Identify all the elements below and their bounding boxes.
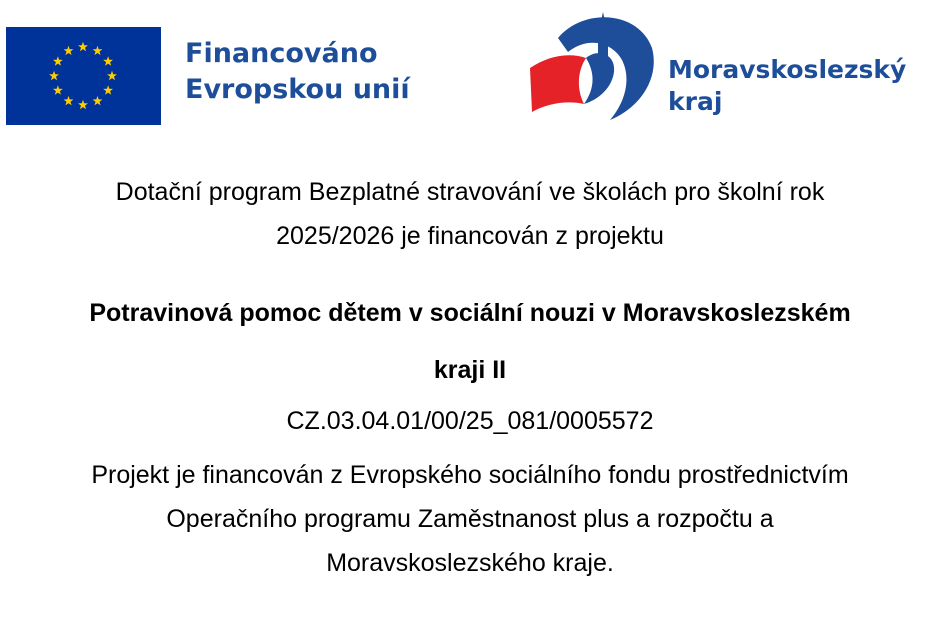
intro-paragraph (0, 170, 940, 258)
region-name-label (668, 54, 906, 118)
region-name-line1: Moravskoslezský (668, 55, 907, 84)
funding-line: Moravskoslezského kraje. (326, 549, 614, 577)
intro-line: 2025/2026 je financován z projektu (276, 222, 664, 250)
project-title-line: Potravinová pomoc dětem v sociální nouzi v Moravskoslezském (89, 299, 851, 327)
eu-funding-label (185, 36, 410, 108)
logo-header (0, 0, 940, 135)
region-name-line2: kraj (668, 87, 723, 116)
eu-funding-line2: Evropskou unií (185, 74, 410, 105)
project-title (0, 285, 940, 399)
project-title-line: kraji II (433, 356, 507, 384)
intro-line: Dotační program Bezplatné stravování ve školách pro školní rok (115, 178, 825, 206)
eu-funding-line1: Financováno (185, 38, 378, 69)
moravian-silesian-region-emblem-icon (528, 8, 660, 126)
funding-line: Projekt je financován z Evropského sociálního fondu prostřednictvím (91, 461, 849, 489)
funding-paragraph (0, 453, 940, 585)
eu-flag-icon (6, 27, 161, 125)
funding-line: Operačního programu Zaměstnanost plus a rozpočtu a (166, 505, 774, 533)
document-body (0, 170, 940, 585)
registration-number: CZ.03.04.01/00/25_081/0005572 (286, 407, 654, 435)
